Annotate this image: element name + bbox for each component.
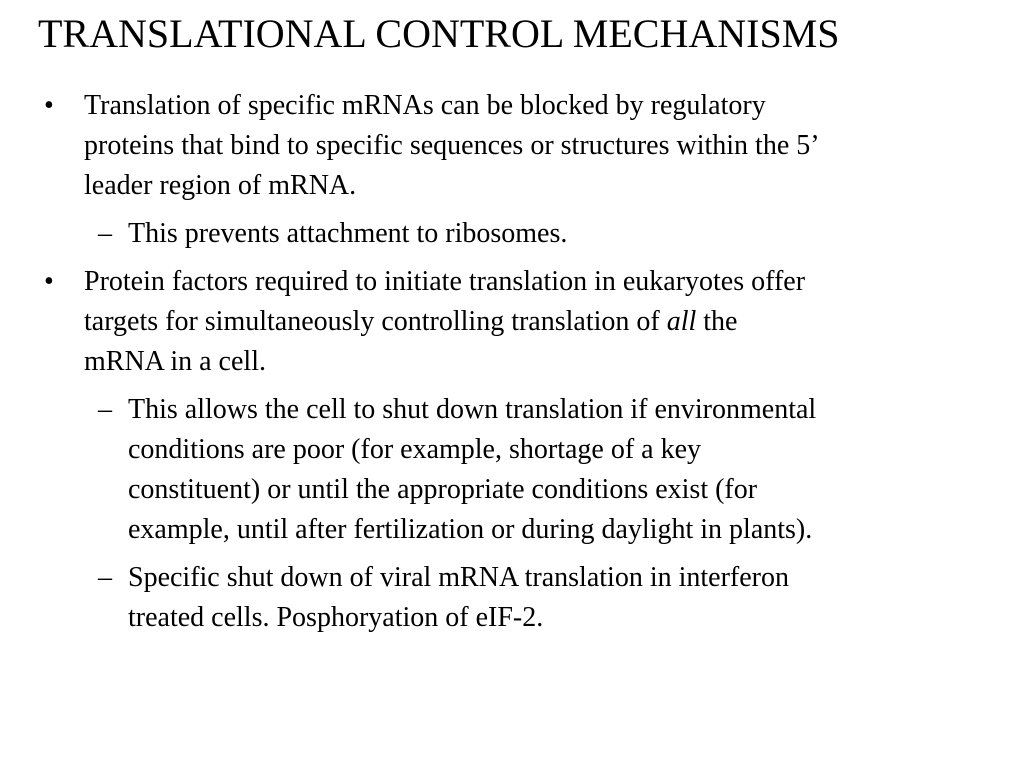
bullet-text-line: Protein factors required to initiate translation in eukaryotes offer [84,266,806,297]
slide-content [0,86,1024,646]
bullet-text-line: leader region of mRNA. [84,170,357,201]
sub-bullet-item [0,214,988,254]
sub-bullet-text-line: This prevents attachment to ribosomes. [128,218,568,249]
sub-bullet-marker: – [98,562,112,593]
sub-bullet-text-line: This allows the cell to shut down translation if environmental [128,394,817,425]
bullet-item [0,86,984,206]
bullet-text-line [84,302,984,342]
bullet-text-segment: targets for simultaneously controlling translation of [84,306,667,337]
bullet-text-line: proteins that bind to specific sequences or structures within the 5’ [84,130,820,161]
bullet-marker: • [44,266,54,297]
sub-bullet-text-line: treated cells. Posphoryation of eIF-2. [128,602,544,633]
bullet-item [0,262,984,382]
sub-bullet-text-line: conditions are poor (for example, shortage of a key [128,434,702,465]
sub-bullet-item [0,558,988,638]
sub-bullet-text-line: constituent) or until the appropriate conditions exist (for [128,474,758,505]
sub-bullet-item [0,390,988,550]
bullet-text-segment: the [696,306,738,337]
bullet-text-line: Translation of specific mRNAs can be blocked by regulatory [84,90,766,121]
sub-bullet-text-line: example, until after fertilization or during daylight in plants). [128,514,813,545]
bullet-marker: • [44,90,54,121]
sub-bullet-marker: – [98,394,112,425]
sub-bullet-text-line: Specific shut down of viral mRNA translation in interferon [128,562,789,593]
emphasis-text: all [666,306,697,337]
bullet-text-line: mRNA in a cell. [84,346,266,377]
sub-bullet-marker: – [98,218,112,249]
slide-title: TRANSLATIONAL CONTROL MECHANISMS [38,11,840,56]
